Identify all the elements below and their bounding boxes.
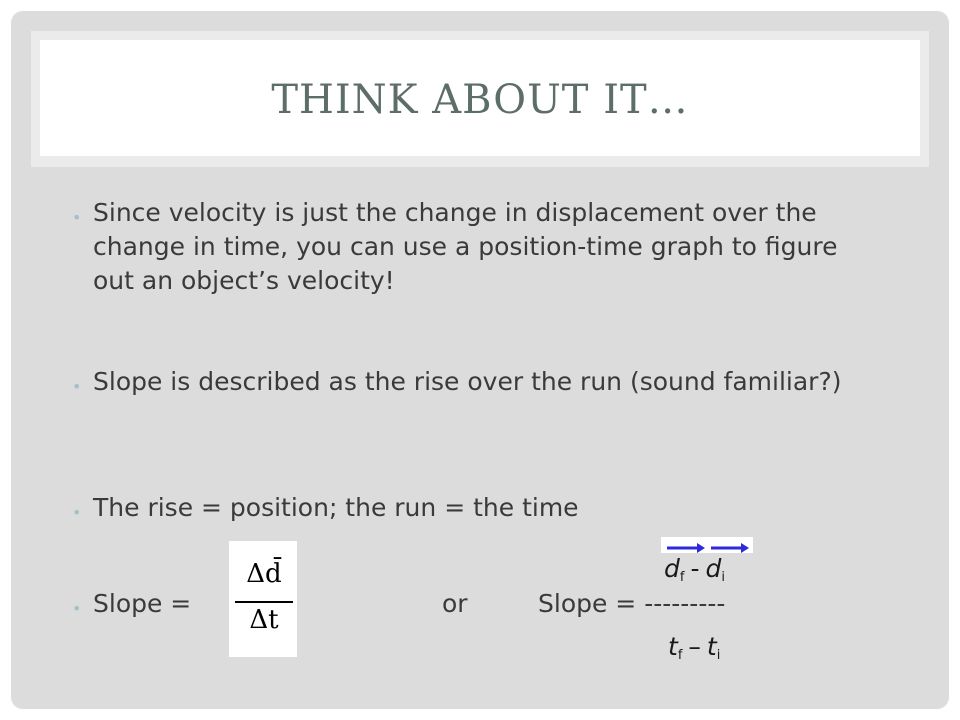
fraction-denominator: Δt [249,605,279,635]
bullet-item-1 [72,196,863,298]
or-label: or [442,589,468,618]
vector-arrows [661,537,753,553]
bullet-dot-icon: • [72,503,82,522]
bullet-text: Slope = [93,589,192,618]
bullet-text: The rise = position; the run = the time [93,493,579,522]
numerator-expression: $d_f - d_i$ [664,554,725,585]
bullet-item-4 [72,587,191,621]
fraction-bar [235,601,293,603]
bullet-text: Since velocity is just the change in displacement over the change in time, you can use a position-time graph to figure out an object’s velocity! [93,198,838,295]
bullet-text: Slope is described as the rise over the run (sound familiar?) [93,367,842,396]
denominator-expression: $t_f - t_i$ [668,632,721,663]
bullet-dot-icon: • [72,599,82,618]
bullet-dot-icon: • [72,208,82,227]
bullet-dot-icon: • [72,377,82,396]
fraction-image [229,541,297,657]
title-box [40,40,920,156]
bullet-item-2 [72,365,893,399]
slope-label: Slope = --------- [538,589,726,618]
vector-arrow-icon [661,537,753,553]
slide-title: THINK ABOUT IT… [271,77,689,123]
fraction-numerator: Δd̄ [246,559,282,589]
bullet-item-3 [72,491,579,525]
